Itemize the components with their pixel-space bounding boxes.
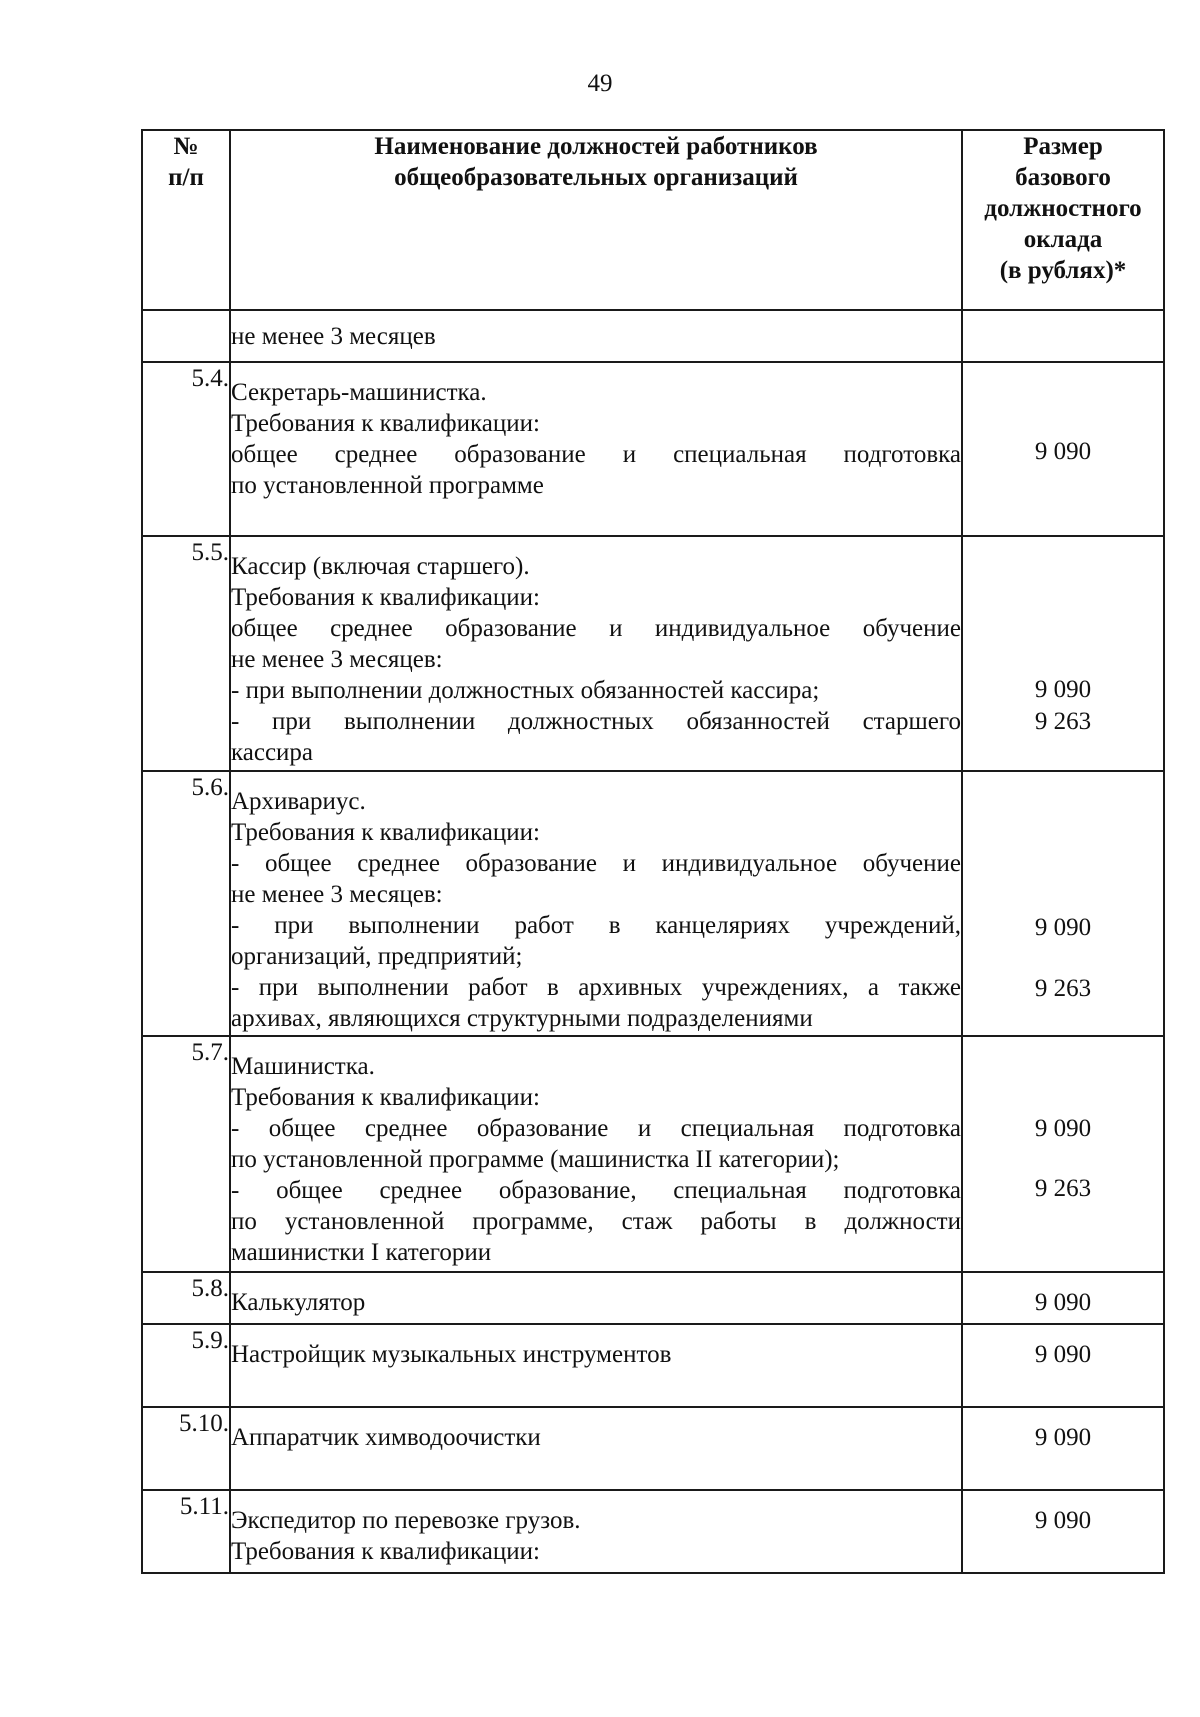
position-description — [230, 362, 962, 536]
table-row — [142, 536, 1164, 771]
table-row — [142, 1490, 1164, 1573]
table-header-row — [142, 130, 1164, 310]
description-line: Требования к квалификации: — [231, 584, 540, 611]
row-number — [142, 310, 230, 362]
salary-cell — [962, 1490, 1164, 1573]
position-description — [230, 1036, 962, 1272]
description-line: Требования к квалификации: — [231, 410, 540, 437]
description-line: Кассир (включая старшего). — [231, 553, 530, 580]
salary-value: 9 090 — [1034, 1507, 1092, 1534]
description-line: Требования к квалификации: — [231, 1538, 540, 1565]
header-salary-line: (в рублях)* — [999, 257, 1127, 284]
description-line: Требования к квалификации: — [231, 1084, 540, 1111]
table-row — [142, 1272, 1164, 1324]
row-number: 5.4. — [142, 362, 230, 536]
page-number: 49 — [587, 70, 613, 97]
header-salary-line: базового — [1015, 164, 1111, 191]
description-line: кассира — [231, 739, 314, 766]
table-row — [142, 310, 1164, 362]
salary-value: 9 090 — [1034, 1341, 1092, 1368]
description-line: - при выполнении работ в канцеляриях учреждений, — [231, 912, 961, 939]
position-description — [230, 771, 962, 1036]
position-description — [230, 1407, 962, 1490]
row-number: 5.6. — [142, 771, 230, 1036]
description-line: - общее среднее образование и индивидуальное обучение — [231, 850, 961, 877]
description-line: - при выполнении должностных обязанностей кассира; — [231, 677, 820, 704]
description-line: Аппаратчик химводоочистки — [231, 1424, 541, 1451]
salary-value: 9 090 — [1034, 914, 1092, 941]
position-description — [230, 1490, 962, 1573]
salary-cell — [962, 771, 1164, 1036]
salary-value: 9 090 — [1034, 1115, 1092, 1142]
salary-cell — [962, 1407, 1164, 1490]
description-line: общее среднее образование и индивидуальное обучение — [231, 615, 961, 642]
description-line: не менее 3 месяцев: — [231, 881, 443, 908]
description-line: общее среднее образование и специальная подготовка — [231, 441, 961, 468]
salary-cell — [962, 1036, 1164, 1272]
table-row — [142, 362, 1164, 536]
description-line: организаций, предприятий; — [231, 943, 523, 970]
description-line: Калькулятор — [231, 1289, 366, 1316]
header-name-cell — [230, 130, 962, 310]
table-row — [142, 1324, 1164, 1407]
description-line: Машинистка. — [231, 1053, 375, 1080]
description-line: Экспедитор по перевозке грузов. — [231, 1507, 581, 1534]
header-number-cell — [142, 130, 230, 310]
description-line: по установленной программе — [231, 472, 544, 499]
header-name-line-1: Наименование должностей работников — [374, 133, 818, 160]
salary-value: 9 090 — [1034, 676, 1092, 703]
row-number: 5.10. — [142, 1407, 230, 1490]
header-salary-line: Размер — [1023, 133, 1103, 160]
description-line: не менее 3 месяцев — [231, 323, 436, 350]
table-row — [142, 1407, 1164, 1490]
row-number: 5.9. — [142, 1324, 230, 1407]
header-salary-line: должностного — [984, 195, 1142, 222]
description-line: по установленной программе (машинистка II категории); — [231, 1146, 840, 1173]
description-line: - общее среднее образование и специальная подготовка — [231, 1115, 961, 1142]
description-line: не менее 3 месяцев: — [231, 646, 443, 673]
position-description — [230, 1324, 962, 1407]
salary-value: 9 090 — [1034, 438, 1092, 465]
position-description — [230, 1272, 962, 1324]
salary-value: 9 263 — [1034, 708, 1092, 735]
header-number-sign: № — [173, 133, 199, 160]
header-salary-cell — [962, 130, 1164, 310]
salary-value: 9 090 — [1034, 1289, 1092, 1316]
header-salary-line: оклада — [1023, 226, 1103, 253]
row-number: 5.7. — [142, 1036, 230, 1272]
salary-cell — [962, 362, 1164, 536]
row-number: 5.8. — [142, 1272, 230, 1324]
salary-cell — [962, 536, 1164, 771]
row-number: 5.11. — [142, 1490, 230, 1573]
description-line: Секретарь-машинистка. — [231, 379, 487, 406]
description-line: машинистки I категории — [231, 1239, 492, 1266]
salary-cell — [962, 310, 1164, 362]
description-line: по установленной программе, стаж работы в должности — [231, 1208, 961, 1235]
salary-cell — [962, 1272, 1164, 1324]
table-row — [142, 1036, 1164, 1272]
salary-value: 9 263 — [1034, 975, 1092, 1002]
position-description — [230, 536, 962, 771]
table-row — [142, 771, 1164, 1036]
salary-value: 9 090 — [1034, 1424, 1092, 1451]
description-line: - общее среднее образование, специальная подготовка — [231, 1177, 961, 1204]
description-line: - при выполнении работ в архивных учреждениях, а также — [231, 974, 961, 1001]
position-description — [230, 310, 962, 362]
salary-cell — [962, 1324, 1164, 1407]
header-number-label: п/п — [168, 164, 204, 191]
description-line: Требования к квалификации: — [231, 819, 540, 846]
description-line: архивах, являющихся структурными подразделениями — [231, 1005, 813, 1032]
salary-table — [141, 129, 1165, 1574]
salary-value: 9 263 — [1034, 1175, 1092, 1202]
description-line: - при выполнении должностных обязанностей старшего — [231, 708, 961, 735]
description-line: Настройщик музыкальных инструментов — [231, 1341, 672, 1368]
description-line: Архивариус. — [231, 788, 366, 815]
row-number: 5.5. — [142, 536, 230, 771]
header-name-line-2: общеобразовательных организаций — [394, 164, 798, 191]
